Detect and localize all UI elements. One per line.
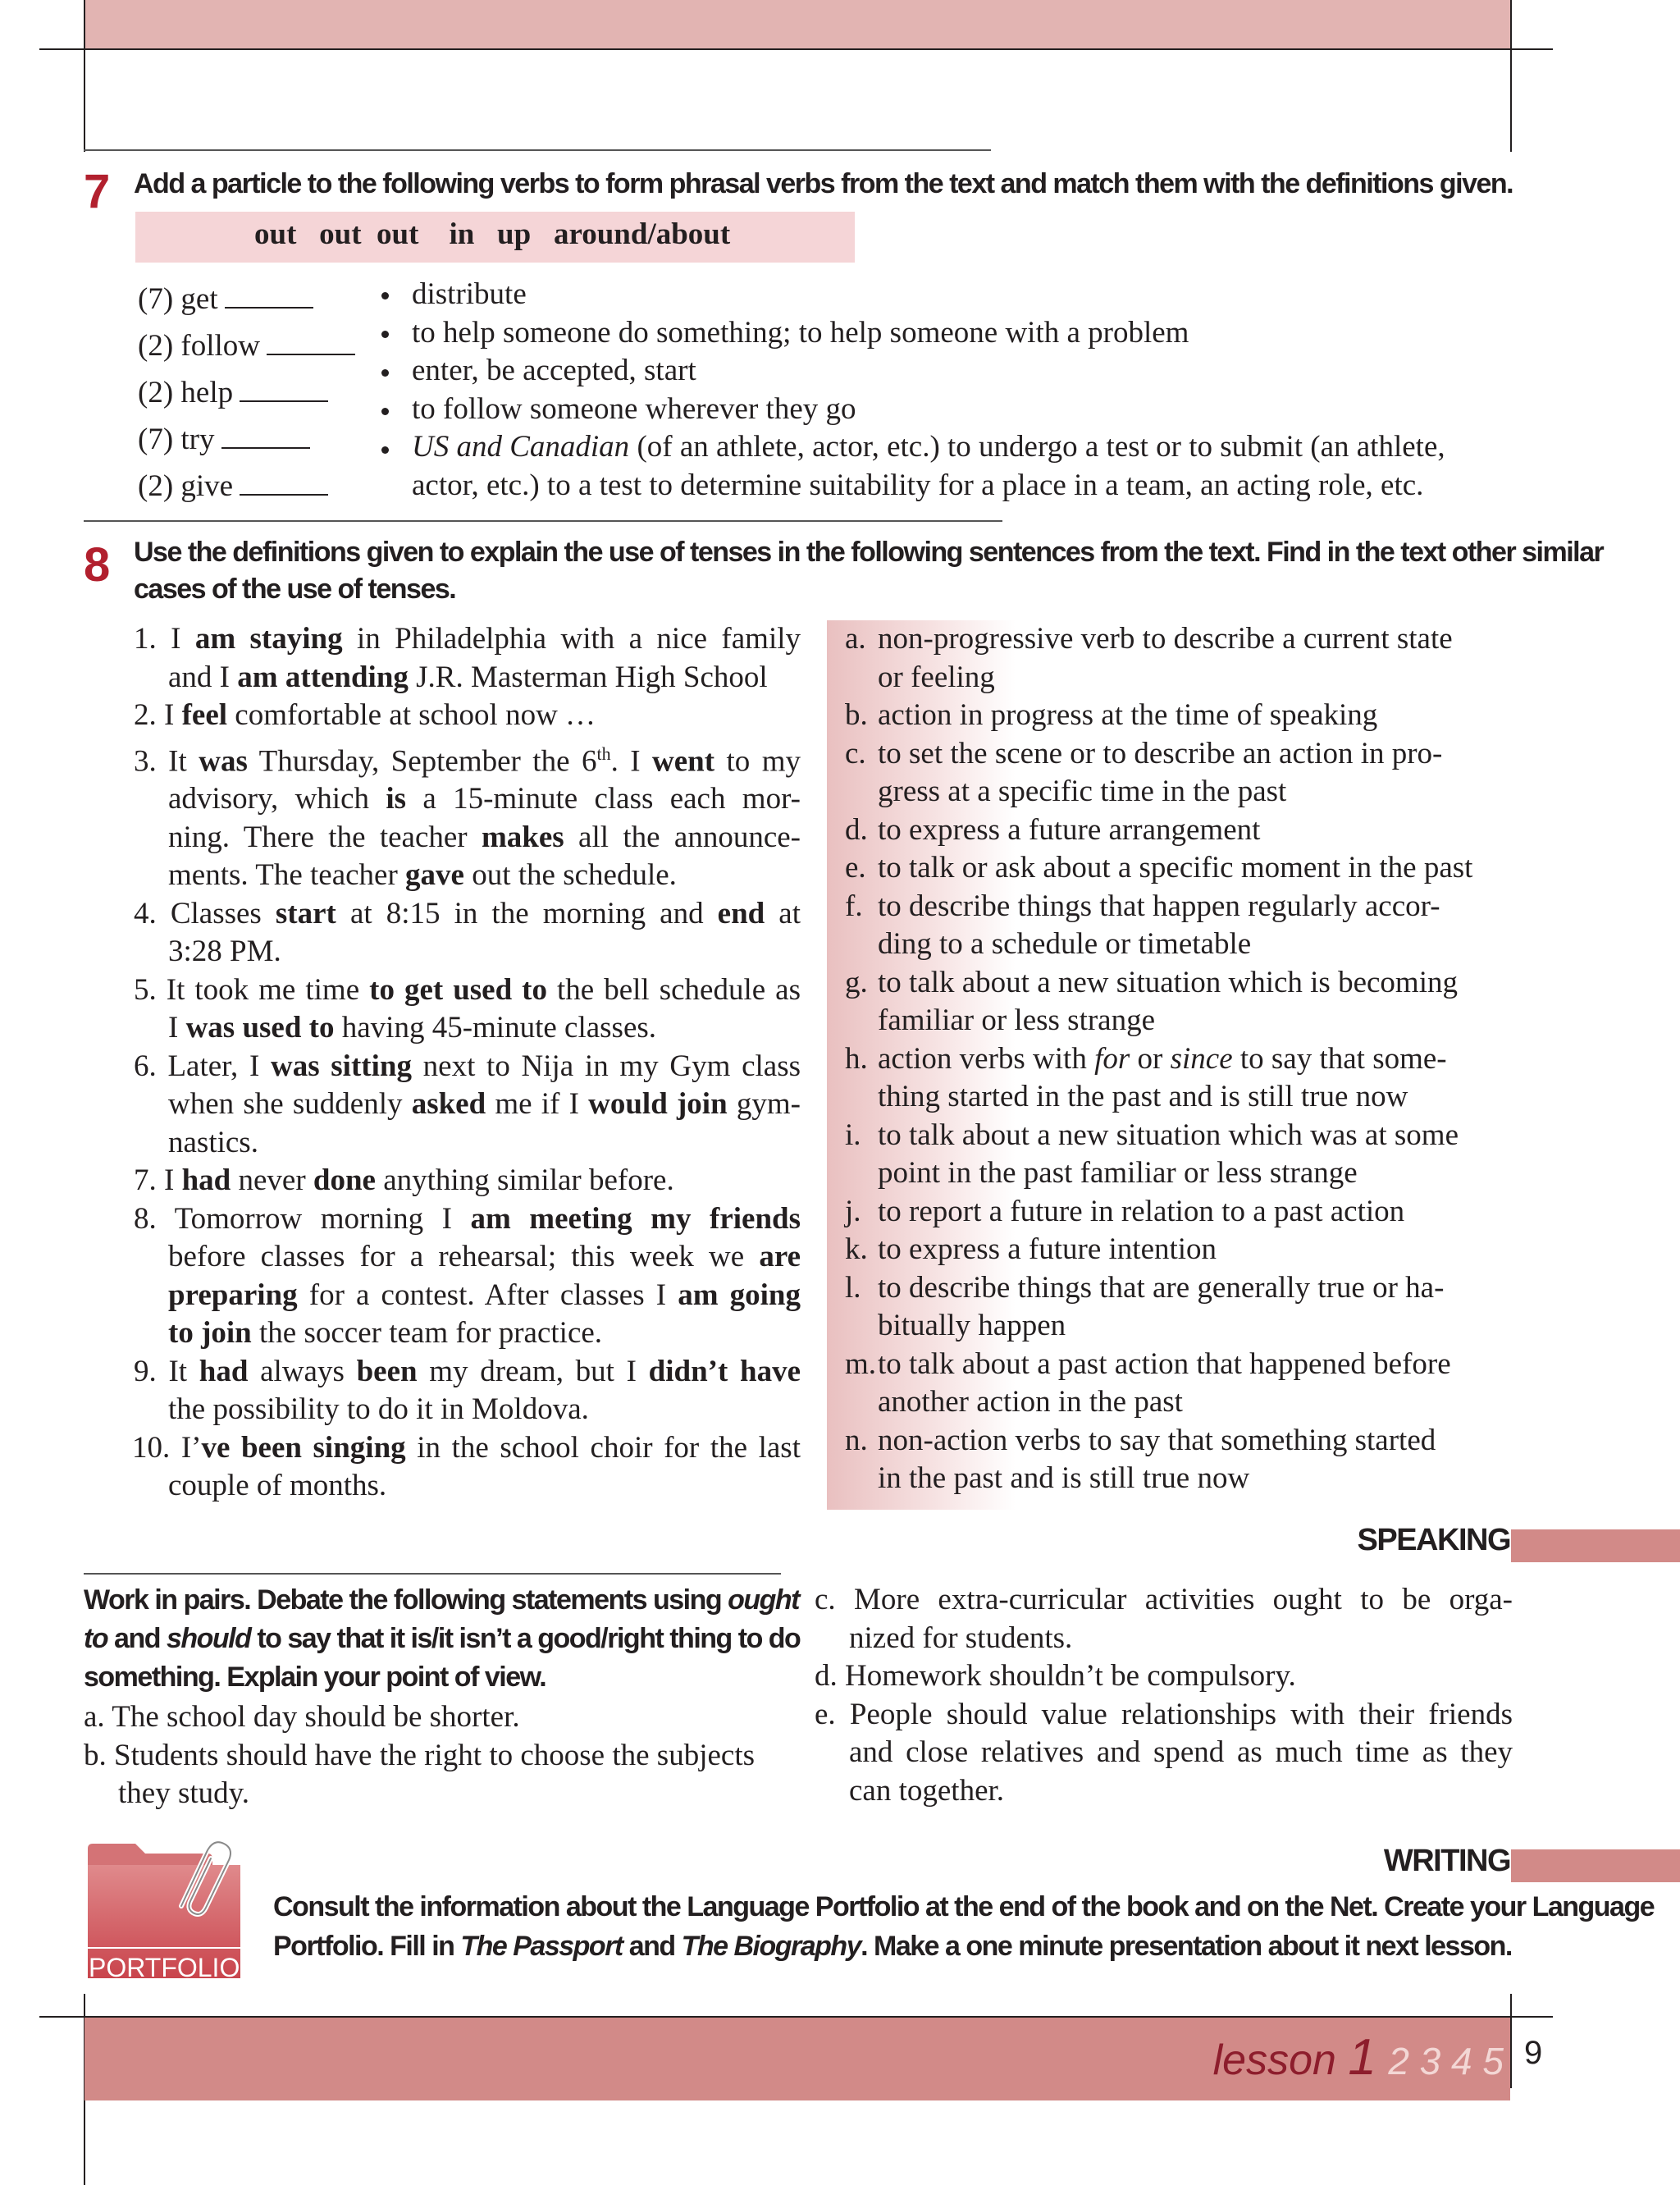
definition-line: ding to a schedule or timetable bbox=[878, 927, 1252, 961]
statement-item: d. Homework shouldn’t be compulsory. bbox=[815, 1659, 1296, 1693]
section-rule bbox=[84, 520, 1002, 522]
exercise-number: 8 bbox=[84, 538, 111, 592]
sentence-line: ments. The teacher gave out the schedule. bbox=[168, 858, 677, 893]
definition-line: thing started in the past and is still true now bbox=[878, 1080, 1408, 1113]
sentence-line: when she suddenly asked me if I would join gym- bbox=[168, 1087, 801, 1122]
definition-line: n. non-action verbs to say that something started bbox=[845, 1423, 1436, 1457]
statement-item: c. More extra-curricular activities ought to be orga- bbox=[815, 1583, 1513, 1616]
answer-blank[interactable] bbox=[221, 446, 310, 449]
answer-blank[interactable] bbox=[267, 353, 355, 355]
header-band bbox=[84, 0, 1510, 49]
definition-line: h. action verbs with for or since to say that some- bbox=[845, 1041, 1447, 1076]
definition-line: familiar or less strange bbox=[878, 1003, 1156, 1037]
definition-item: to help someone do something; to help someone with a problem bbox=[412, 315, 1189, 350]
definition-line: g. to talk about a new situation which is becoming bbox=[845, 965, 1458, 999]
speaking-items-left bbox=[84, 1698, 755, 1813]
sentence-line: preparing for a contest. After classes I am going bbox=[168, 1278, 801, 1312]
section-heading: WRITING bbox=[1383, 1844, 1510, 1878]
speaking-items-right bbox=[815, 1581, 1513, 1810]
answer-blank[interactable] bbox=[240, 493, 328, 496]
page-number: 9 bbox=[1524, 2035, 1543, 2071]
writing-bar bbox=[1511, 1849, 1680, 1882]
sentence-line: to join the soccer team for practice. bbox=[168, 1316, 603, 1351]
sentence-line: 10. I’ve been singing in the school choir for the last bbox=[132, 1430, 801, 1465]
definition-line: gress at a specific time in the past bbox=[878, 775, 1287, 808]
statement-item: a. The school day should be shorter. bbox=[84, 1700, 520, 1734]
definition-item: distribute bbox=[412, 277, 527, 311]
statement-item: can together. bbox=[849, 1773, 1005, 1808]
lesson-indicator: lesson 1 2 3 4 5 bbox=[1212, 2029, 1504, 2086]
definition-item: enter, be accepted, start bbox=[412, 354, 696, 387]
right-margin-line-bottom bbox=[1510, 1994, 1512, 2088]
definition-item: US and Canadian (of an athlete, actor, etc.) to undergo a test or to submit (an athlete, bbox=[412, 430, 1445, 464]
sentence-line: 2. I feel comfortable at school now … bbox=[134, 698, 596, 732]
verb-item: (2) help bbox=[138, 369, 355, 416]
sentence-line: 4. Classes start at 8:15 in the morning and end at bbox=[134, 896, 801, 930]
sentence-line: 3. It was Thursday, September the 6th. I went to my bbox=[134, 743, 801, 778]
bullet bbox=[381, 446, 389, 454]
definition-line: j. to report a future in relation to a past action bbox=[845, 1194, 1405, 1228]
sentence-line: 9. It had always been my dream, but I didn’t have bbox=[134, 1354, 801, 1388]
statement-item: they study. bbox=[118, 1776, 249, 1810]
sentence-line: I was used to having 45-minute classes. bbox=[168, 1011, 657, 1045]
right-margin-line-top bbox=[1510, 0, 1512, 152]
section-heading: SPEAKING bbox=[1357, 1523, 1510, 1557]
definition-line: d. to express a future arrangement bbox=[845, 812, 1261, 847]
sentence-line: the possibility to do it in Moldova. bbox=[168, 1392, 589, 1427]
verb-item: (2) give bbox=[138, 463, 355, 510]
sentence-line: nastics. bbox=[168, 1125, 258, 1159]
writing-instruction: Consult the information about the Language Portfolio at the end of the book and on the Net. Create your Language Portfolio. Fill in The Passport and The Biography. Make a one minute presentation about it next lesson. bbox=[273, 1891, 1655, 1962]
definition-line: k. to express a future intention bbox=[845, 1232, 1217, 1266]
definition-line: i. to talk about a new situation which was at some bbox=[845, 1118, 1459, 1152]
portfolio-label: PORTFOLIO bbox=[89, 1953, 240, 1982]
statement-item: and close relatives and spend as much time as they bbox=[849, 1735, 1513, 1769]
sentence-line: 3:28 PM. bbox=[168, 935, 281, 969]
verb-item: (7) try bbox=[138, 416, 355, 463]
sentence-line: 8. Tomorrow morning I am meeting my friends bbox=[134, 1201, 801, 1236]
sentence-line: 7. I had never done anything similar before. bbox=[134, 1163, 674, 1198]
bullet bbox=[381, 369, 389, 377]
statement-item: b. Students should have the right to choose the subjects bbox=[84, 1738, 755, 1772]
sentence-line: 6. Later, I was sitting next to Nija in my Gym class bbox=[134, 1049, 801, 1083]
speaking-instruction: Work in pairs. Debate the following statements using ought to and should to say that it is/it isn’t a good/right thing to do something. Explain your point of view. bbox=[84, 1584, 801, 1693]
statement-item: e. People should value relationships with their friends bbox=[815, 1697, 1513, 1731]
exercise-instruction: Add a particle to the following verbs to form phrasal verbs from the text and match them with the definitions given. bbox=[134, 168, 1513, 199]
exercise-number: 7 bbox=[84, 165, 111, 218]
answer-blank[interactable] bbox=[225, 306, 313, 309]
bullet bbox=[381, 331, 389, 338]
left-margin-line-top bbox=[84, 0, 85, 152]
sentence-line: and I am attending J.R. Masterman High School bbox=[168, 660, 768, 694]
definition-line: c. to set the scene or to describe an action in pro- bbox=[845, 736, 1443, 770]
sentence-line: advisory, which is a 15-minute class each mor- bbox=[168, 782, 801, 816]
answer-blank[interactable] bbox=[240, 400, 328, 402]
top-rule bbox=[39, 48, 1553, 50]
sentence-line: 5. It took me time to get used to the bell schedule as bbox=[134, 972, 801, 1007]
sentence-line: ning. There the teacher makes all the announce- bbox=[168, 820, 801, 854]
bullet bbox=[381, 408, 389, 415]
section-rule bbox=[84, 149, 991, 151]
definition-line: b. action in progress at the time of speaking bbox=[845, 698, 1378, 732]
definition-line: e. to talk or ask about a specific moment in the past bbox=[845, 851, 1473, 885]
sentence-list bbox=[134, 620, 801, 1506]
other-lessons[interactable]: 2 3 4 5 bbox=[1388, 2040, 1504, 2082]
sentence-line: couple of months. bbox=[168, 1469, 387, 1503]
statement-item: nized for students. bbox=[849, 1620, 1073, 1655]
exercise-instruction: Use the definitions given to explain the use of tenses in the following sentences from the text. Find in the text other similar cases of the use of tenses. bbox=[134, 537, 1604, 605]
definition-line: m.to talk about a past action that happened before bbox=[845, 1346, 1451, 1381]
definition-line: in the past and is still true now bbox=[878, 1461, 1250, 1495]
verb-list bbox=[138, 276, 355, 510]
definition-line: point in the past familiar or less strange bbox=[878, 1156, 1358, 1190]
current-lesson: 1 bbox=[1348, 2029, 1376, 2086]
verb-item: (7) get bbox=[138, 276, 355, 322]
definition-line: bitually happen bbox=[878, 1309, 1066, 1342]
sentence-line: before classes for a rehearsal; this week we are bbox=[168, 1240, 801, 1274]
sentence-line: 1. I am staying in Philadelphia with a nice family bbox=[134, 622, 801, 656]
definition-line: another action in the past bbox=[878, 1385, 1183, 1419]
definition-line: a. non-progressive verb to describe a current state bbox=[845, 622, 1453, 656]
speaking-bar bbox=[1511, 1529, 1680, 1562]
section-rule bbox=[84, 1573, 781, 1575]
definition-line: f. to describe things that happen regularly accor- bbox=[845, 889, 1440, 923]
definition-line: or feeling bbox=[878, 660, 995, 694]
particles-list: out out out in up around/about bbox=[254, 217, 731, 251]
definition-item: actor, etc.) to a test to determine suitability for a place in a team, an acting role, etc. bbox=[412, 468, 1424, 502]
definition-line: l. to describe things that are generally true or ha- bbox=[845, 1270, 1445, 1305]
definition-list bbox=[412, 276, 1445, 505]
tense-definitions bbox=[845, 620, 1472, 1498]
bullet bbox=[381, 292, 389, 299]
verb-item: (2) follow bbox=[138, 322, 355, 369]
definition-item: to follow someone wherever they go bbox=[412, 391, 856, 426]
